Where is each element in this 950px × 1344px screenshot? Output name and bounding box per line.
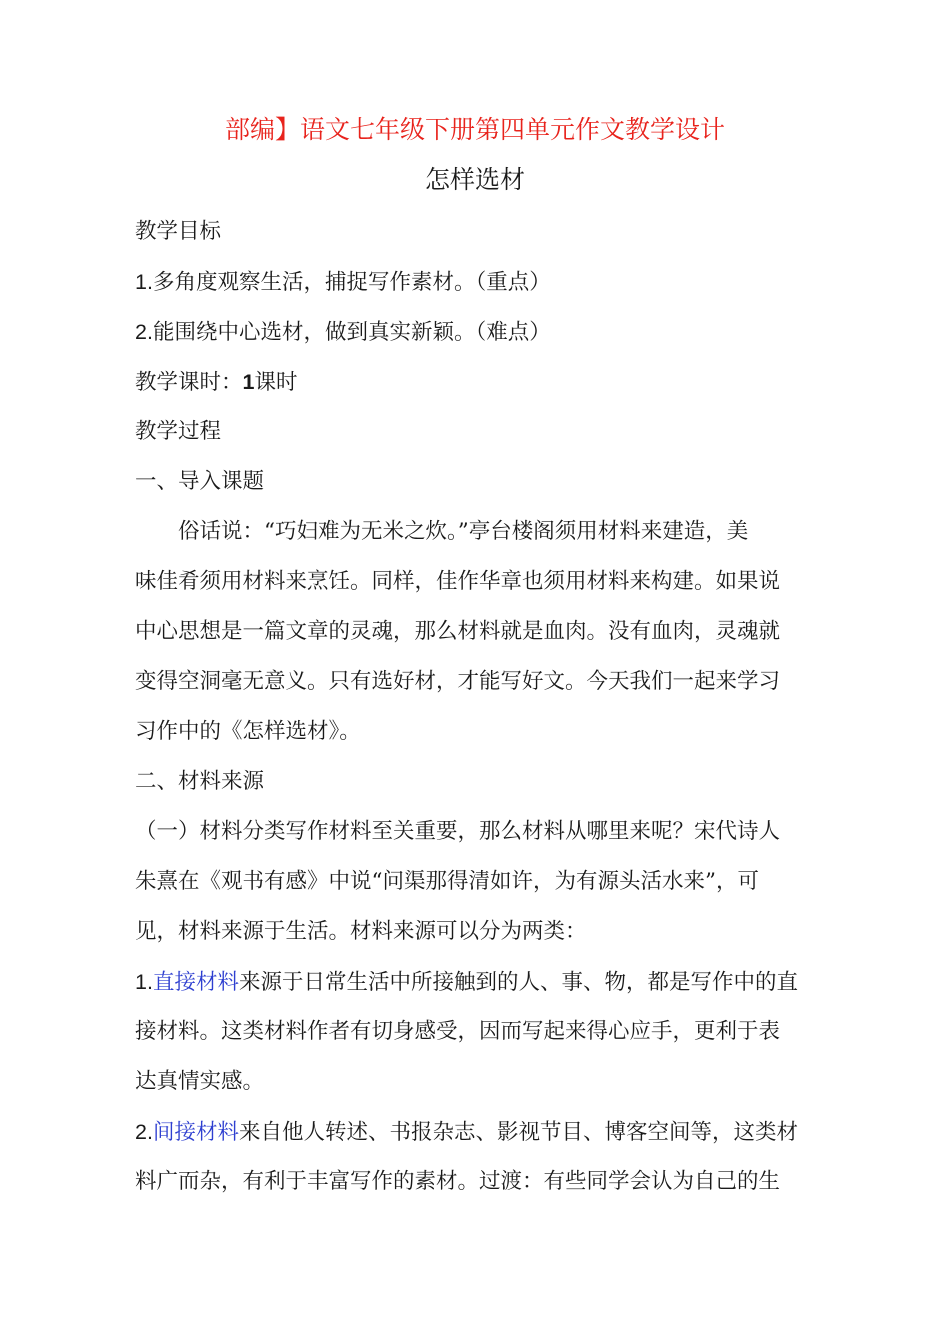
item-1-continuation: 达真情实感。	[135, 1069, 265, 1094]
goal-2-text: 能围绕中心选材，做到真实新颖。（难点）	[152, 320, 551, 345]
source-line: 朱熹在《观书有感》中说“问渠那得清如许，为有源头活水来”，可	[135, 869, 759, 894]
item-2-continuation: 料广而杂，有利于丰富写作的素材。过渡：有些同学会认为自己的生	[135, 1169, 781, 1194]
class-hours-unit: 课时	[254, 370, 298, 395]
goal-1-number: 1.	[135, 270, 153, 294]
section-1-heading: 一、导入课题	[135, 469, 265, 494]
item-1-text: 来源于日常生活中所接触到的人、事、物，都是写作中的直	[238, 970, 798, 995]
section-2-heading: 二、材料来源	[135, 769, 265, 794]
item-2-term: 间接材料	[152, 1120, 239, 1145]
goals-heading: 教学目标	[135, 219, 222, 244]
intro-line: 变得空洞毫无意义。只有选好材，才能写好文。今天我们一起来学习	[135, 669, 781, 694]
intro-line: 俗话说：“巧妇难为无米之炊。”亭台楼阁须用材料来建造，美	[178, 519, 749, 544]
item-2-text: 来自他人转述、书报杂志、影视节目、博客空间等，这类材	[238, 1120, 798, 1145]
goal-1-text: 多角度观察生活，捕捉写作素材。（重点）	[152, 270, 551, 295]
item-2-line	[135, 1107, 835, 1157]
intro-line: 味佳肴须用材料来烹饪。同样，佳作华章也须用材料来构建。如果说	[135, 569, 781, 594]
item-1-line	[135, 957, 835, 1007]
item-1-number: 1.	[135, 970, 153, 994]
document-body	[135, 207, 835, 1207]
class-hours-label: 教学课时：	[135, 370, 243, 395]
process-heading: 教学过程	[135, 419, 222, 444]
goal-2-number: 2.	[135, 320, 153, 344]
document-subtitle: 怎样选材	[424, 165, 525, 194]
item-2-number: 2.	[135, 1120, 153, 1144]
goal-item-2	[135, 307, 835, 357]
class-hours-number: 1	[242, 370, 255, 394]
source-line: （一）材料分类写作材料至关重要，那么材料从哪里来呢？宋代诗人	[135, 819, 781, 844]
goal-item-1	[135, 257, 835, 307]
source-line: 见，材料来源于生活。材料来源可以分为两类：	[135, 919, 587, 944]
class-hours	[135, 357, 835, 407]
item-1-continuation: 接材料。这类材料作者有切身感受，因而写起来得心应手，更利于表	[135, 1019, 781, 1044]
document-title: 部编】语文七年级下册第四单元作文教学设计	[224, 115, 725, 144]
item-1-term: 直接材料	[152, 970, 239, 995]
intro-line: 习作中的《怎样选材》。	[135, 719, 361, 744]
intro-line: 中心思想是一篇文章的灵魂，那么材料就是血肉。没有血肉，灵魂就	[135, 619, 781, 644]
